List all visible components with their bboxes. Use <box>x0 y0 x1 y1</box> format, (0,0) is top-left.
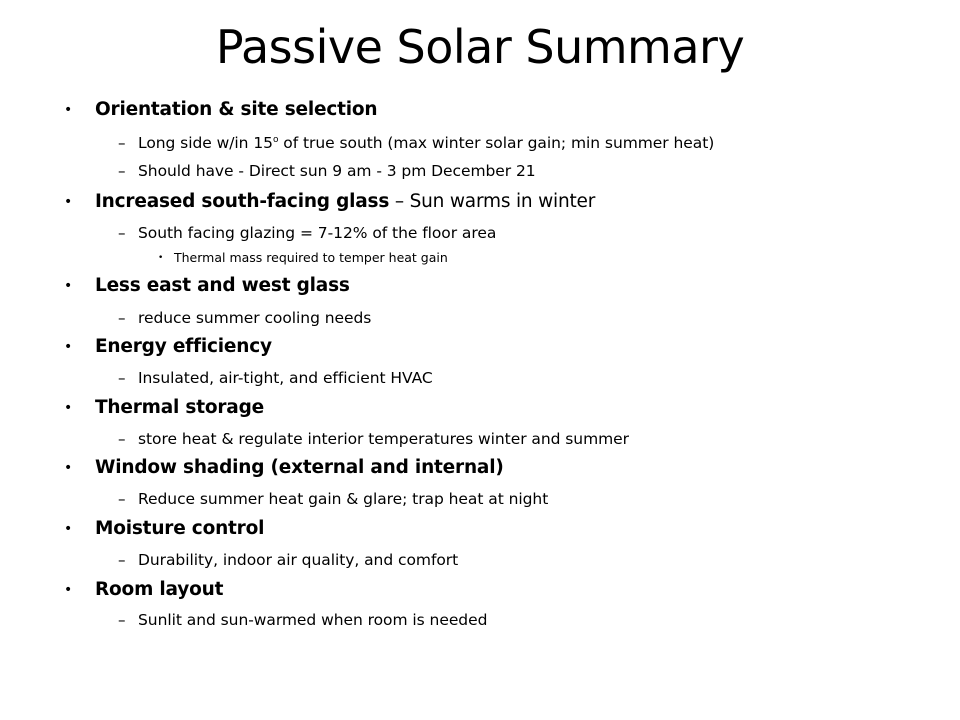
bullet-heading: Less east and west glass <box>95 275 350 296</box>
slide-title: Passive Solar Summary <box>215 20 745 74</box>
bullet-dot-icon: • <box>64 460 73 476</box>
subbullet-text: Reduce summer heat gain & glare; trap heat at night <box>138 490 549 508</box>
dash-icon: – <box>118 162 126 180</box>
subbullet-text-cont: of true south (max winter solar gain; min summer heat) <box>278 134 715 152</box>
bullet-dot-icon: • <box>64 521 73 537</box>
subbullet-text: Insulated, air-tight, and efficient HVAC <box>138 369 433 387</box>
dash-icon: – <box>118 490 126 508</box>
dash-icon: – <box>118 369 126 387</box>
bullet-heading-suffix: – Sun warms in winter <box>389 191 596 212</box>
dash-icon: – <box>118 430 126 448</box>
bullet-heading: Room layout <box>95 579 224 600</box>
subbullet-text: South facing glazing = 7-12% of the floor area <box>138 224 497 242</box>
dash-icon: – <box>118 134 126 152</box>
subsubbullet-text: Thermal mass required to temper heat gain <box>174 250 448 265</box>
dash-icon: – <box>118 551 126 569</box>
subbullet-text: store heat & regulate interior temperatures winter and summer <box>138 430 629 448</box>
bullet-heading: Increased south-facing glass <box>95 191 390 212</box>
subbullet-text: reduce summer cooling needs <box>138 309 372 327</box>
subbullet-text: Sunlit and sun-warmed when room is needed <box>138 611 488 629</box>
bullet-dot-icon: • <box>64 278 73 294</box>
bullet-dot-icon: • <box>64 400 73 416</box>
bullet-heading: Orientation & site selection <box>95 99 378 120</box>
bullet-dot-icon: • <box>64 102 73 118</box>
bullet-dot-icon: • <box>64 194 73 210</box>
bullet-dot-icon: • <box>64 582 73 598</box>
subbullet-text: Durability, indoor air quality, and comfort <box>138 551 459 569</box>
bullet-heading: Thermal storage <box>95 397 264 418</box>
bullet-heading: Window shading (external and internal) <box>95 457 504 478</box>
bullet-heading: Moisture control <box>95 518 265 539</box>
degree-superscript: o <box>272 135 279 145</box>
dash-icon: – <box>118 309 126 327</box>
bullet-heading: Energy efficiency <box>95 336 272 357</box>
dash-icon: – <box>118 224 126 242</box>
subbullet-text: Should have - Direct sun 9 am - 3 pm December 21 <box>138 162 536 180</box>
bullet-dot-icon: • <box>64 339 73 355</box>
dash-icon: – <box>118 611 126 629</box>
small-bullet-icon: • <box>158 253 164 263</box>
subbullet-text: Long side w/in 15 <box>138 134 273 152</box>
